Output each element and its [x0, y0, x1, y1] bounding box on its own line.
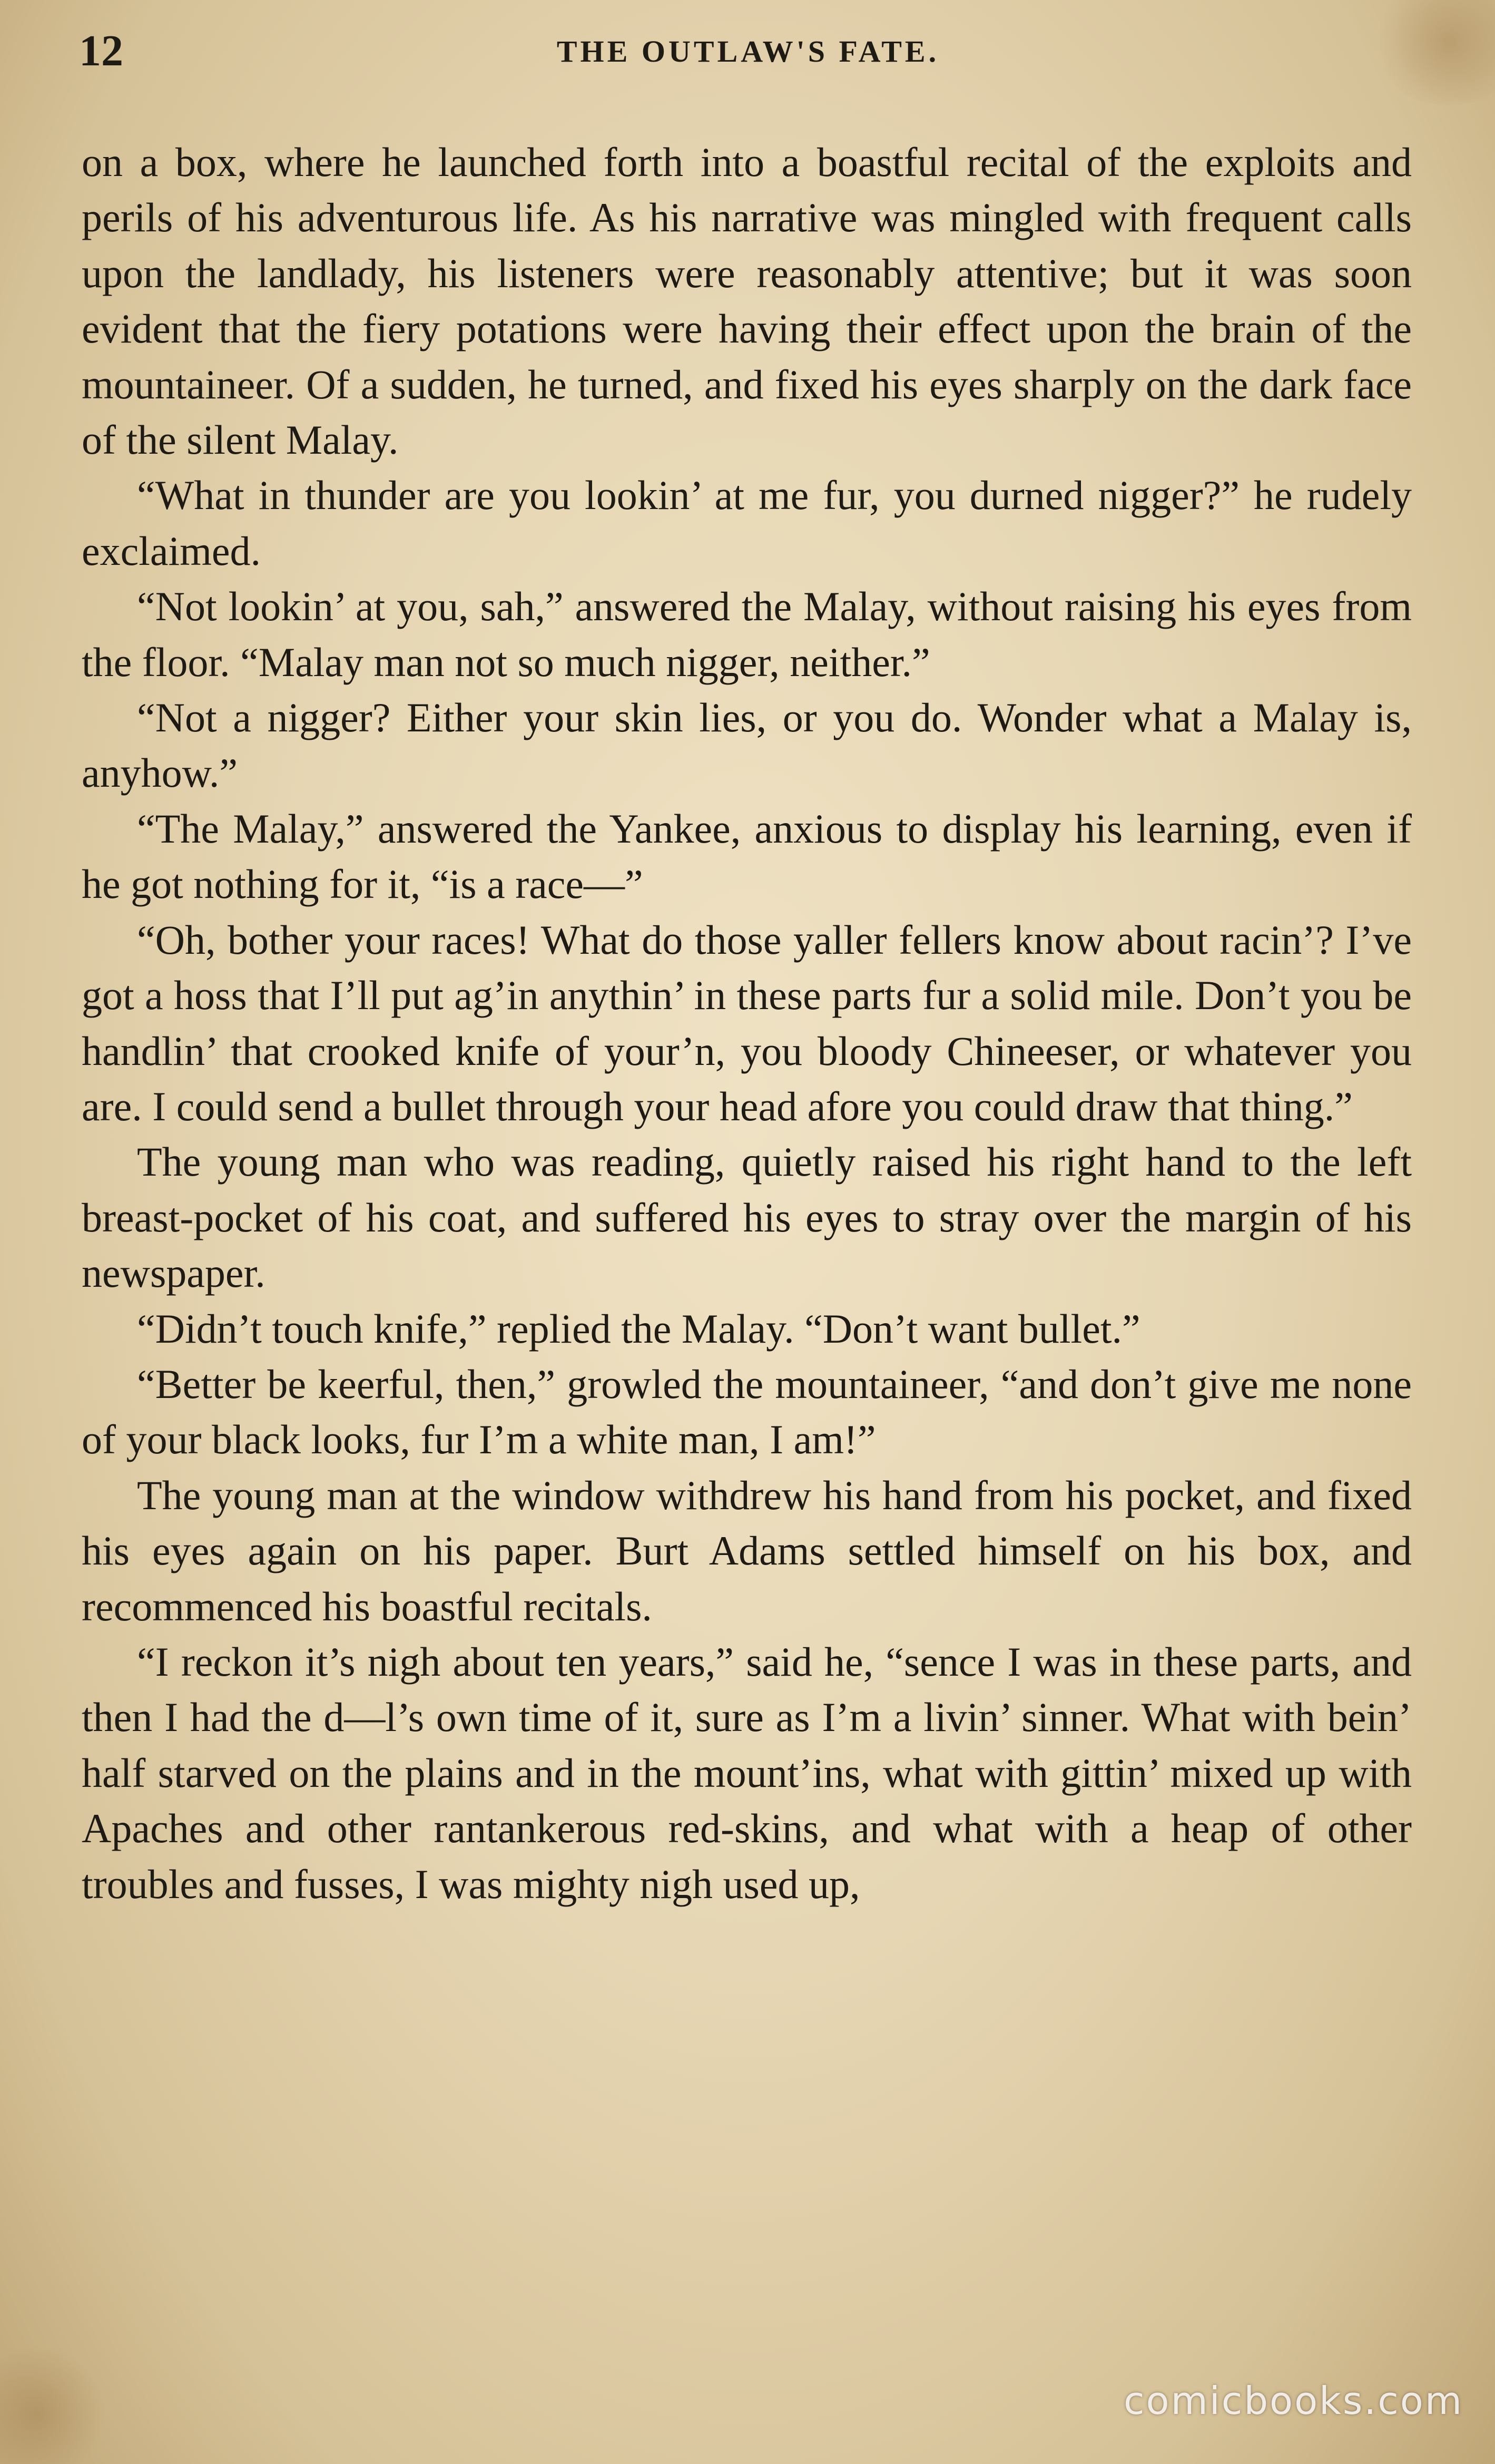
paragraph: “Not a nigger? Either your skin lies, or you do. Wonder what a Malay is, anyhow.”: [82, 695, 1412, 796]
running-title: THE OUTLAW'S FATE.: [556, 34, 940, 69]
page-header: [79, 25, 1417, 83]
page-stain: [0, 2345, 105, 2464]
paragraph: “What in thunder are you lookin’ at me fur, you durned nigger?” he rudely exclaimed.: [82, 472, 1412, 574]
watermark: comicbooks.com: [1123, 2379, 1463, 2423]
paragraph: “Didn’t touch knife,” replied the Malay. “Don’t want bullet.”: [137, 1305, 1140, 1352]
paragraph: “Oh, bother your races! What do those yaller fellers know about racin’? I’ve got a hoss that I’ll put ag’in anythin’ in these parts fur a solid mile. Don’t you be handlin’ that crooked knife of your’n, you bloody Chineeser, or whatever you are. I could send a bullet through your head afore you could draw that thing.”: [82, 916, 1412, 1129]
body-text: [82, 134, 1412, 1912]
paragraph: “Not lookin’ at you, sah,” answered the Malay, without raising his eyes from the floor. “Malay man not so much nigger, neither.”: [82, 583, 1412, 685]
paragraph: The young man at the window withdrew his hand from his pocket, and fixed his eyes again on his paper. Burt Adams settled himself on his box, and recommenced his boastful recitals.: [82, 1472, 1412, 1629]
paragraph: on a box, where he launched forth into a boastful recital of the exploits and perils of his adventurous life. As his narrative was mingled with frequent calls upon the landlady, his listeners were reasonably attentive; but it was soon evident that the fiery potations were having their effect upon the brain of the mountaineer. Of a sudden, he turned, and fixed his eyes sharply on the dark face of the silent Malay.: [82, 139, 1412, 463]
paragraph: “Better be keerful, then,” growled the mountaineer, “and don’t give me none of your black looks, fur I’m a white man, I am!”: [82, 1361, 1412, 1463]
paragraph: “The Malay,” answered the Yankee, anxious to display his learning, even if he got nothing for it, “is a race—”: [82, 805, 1412, 907]
paragraph: “I reckon it’s nigh about ten years,” said he, “sence I was in these parts, and then I had the d—l’s own time of it, sure as I’m a livin’ sinner. What with bein’ half starved on the plains and in the mount’ins, what with gittin’ mixed up with Apaches and other rantankerous red-skins, and what with a heap of other troubles and fusses, I was mighty nigh used up,: [82, 1638, 1412, 1907]
page-number: 12: [79, 26, 123, 75]
paragraph: The young man who was reading, quietly raised his right hand to the left breast-pocket of his coat, and suffered his eyes to stray over the margin of his newspaper.: [82, 1139, 1412, 1296]
